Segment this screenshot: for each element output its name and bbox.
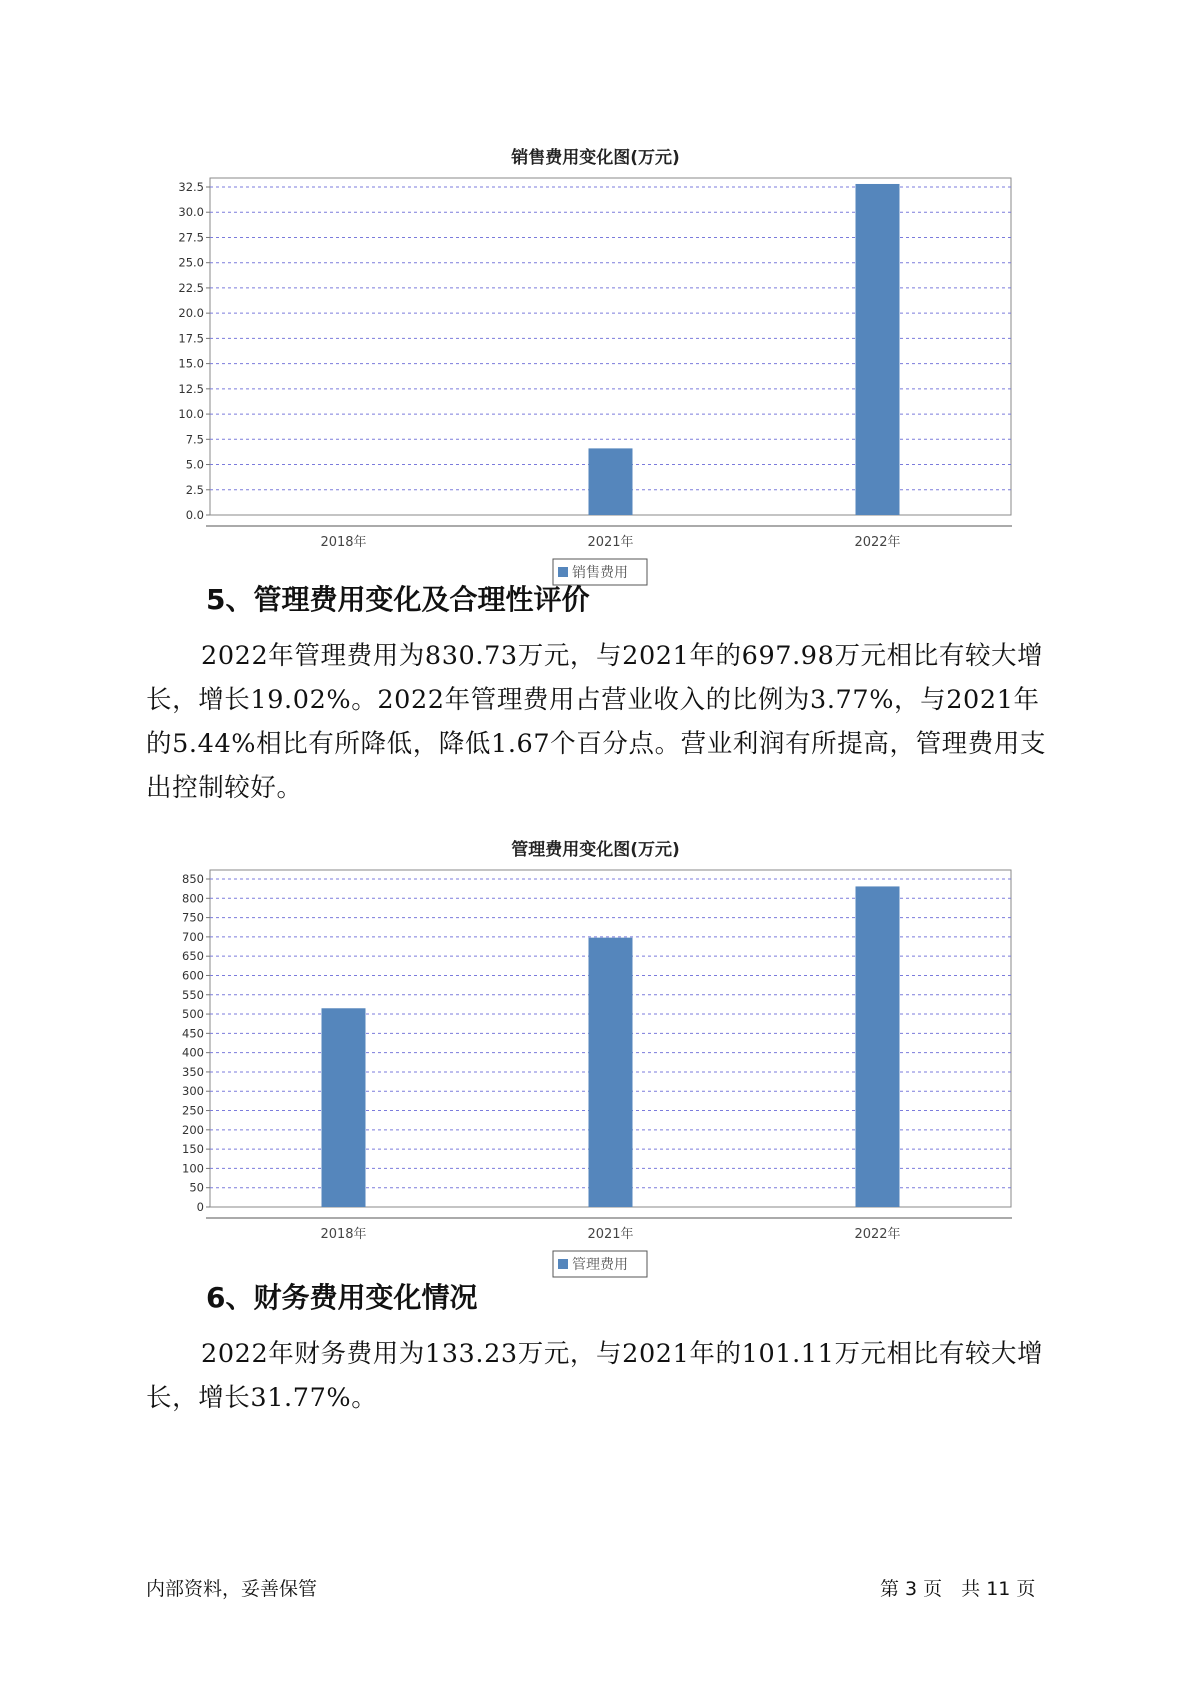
x-tick-label: 2021年 bbox=[587, 535, 634, 550]
y-tick-label: 500 bbox=[182, 1007, 204, 1022]
y-tick-label: 50 bbox=[189, 1180, 204, 1195]
legend-swatch bbox=[558, 1259, 568, 1269]
y-tick-label: 32.5 bbox=[178, 180, 204, 194]
footer-page-number: 第 3 页 共 11 页 bbox=[880, 1578, 1036, 1600]
bar-2021年 bbox=[589, 938, 633, 1207]
x-tick-label: 2018年 bbox=[320, 535, 367, 550]
y-tick-label: 30.0 bbox=[178, 205, 204, 220]
legend-swatch bbox=[558, 567, 568, 577]
sales-expense-chart bbox=[0, 170, 1191, 610]
y-tick-label: 25.0 bbox=[178, 255, 204, 270]
x-tick-label: 2018年 bbox=[320, 1227, 367, 1242]
footer-confidential-note: 内部资料，妥善保管 bbox=[146, 1578, 318, 1600]
y-tick-label: 550 bbox=[182, 987, 204, 1002]
section-heading-5: 5、管理费用变化及合理性评价 bbox=[206, 583, 590, 616]
y-tick-label: 600 bbox=[182, 968, 204, 983]
section-paragraph-5: 2022年管理费用为830.73万元，与2021年的697.98万元相比有较大增长，增长19.02%。2022年管理费用占营业收入的比例为3.77%，与2021年的5.44%相比有所降低，降低1.67个百分点。营业利润有所提高，管理费用支出控制较好。 bbox=[146, 641, 1047, 803]
y-tick-label: 300 bbox=[182, 1084, 204, 1099]
y-tick-label: 400 bbox=[182, 1045, 204, 1060]
section-paragraph-6: 2022年财务费用为133.23万元，与2021年的101.11万元相比有较大增长，增长31.77%。 bbox=[146, 1339, 1044, 1413]
y-tick-label: 20.0 bbox=[178, 306, 204, 321]
x-tick-label: 2021年 bbox=[587, 1227, 634, 1242]
y-tick-label: 0 bbox=[196, 1200, 204, 1214]
y-tick-label: 850 bbox=[182, 872, 204, 886]
chart-title-admin: 管理费用变化图(万元) bbox=[511, 840, 680, 860]
y-tick-label: 15.0 bbox=[178, 356, 204, 371]
bar-2022年 bbox=[856, 184, 900, 515]
y-tick-label: 10.0 bbox=[178, 407, 204, 422]
y-tick-label: 17.5 bbox=[178, 331, 204, 346]
y-tick-label: 7.5 bbox=[185, 432, 204, 447]
y-tick-label: 200 bbox=[182, 1122, 204, 1137]
x-tick-label: 2022年 bbox=[854, 1227, 901, 1242]
legend-label: 管理费用 bbox=[572, 1257, 628, 1273]
y-tick-label: 800 bbox=[182, 891, 204, 906]
y-tick-label: 5.0 bbox=[185, 457, 204, 472]
y-tick-label: 0.0 bbox=[185, 508, 204, 522]
bar-2022年 bbox=[856, 886, 900, 1207]
y-tick-label: 100 bbox=[182, 1161, 204, 1176]
section-heading-6: 6、财务费用变化情况 bbox=[206, 1281, 478, 1314]
legend-label: 销售费用 bbox=[572, 565, 628, 581]
y-tick-label: 2.5 bbox=[185, 482, 204, 497]
y-tick-label: 700 bbox=[182, 929, 204, 944]
y-tick-label: 250 bbox=[182, 1103, 204, 1118]
bar-2018年 bbox=[322, 1008, 366, 1207]
y-tick-label: 750 bbox=[182, 910, 204, 925]
y-tick-label: 22.5 bbox=[178, 280, 204, 295]
y-tick-label: 150 bbox=[182, 1142, 204, 1157]
y-tick-label: 650 bbox=[182, 949, 204, 964]
y-tick-label: 450 bbox=[182, 1026, 204, 1041]
chart-title-sales: 销售费用变化图(万元) bbox=[511, 148, 680, 168]
x-tick-label: 2022年 bbox=[854, 535, 901, 550]
admin-expense-chart bbox=[0, 862, 1191, 1302]
y-tick-label: 27.5 bbox=[178, 230, 204, 245]
legend bbox=[553, 1251, 647, 1277]
y-tick-label: 12.5 bbox=[178, 381, 204, 396]
bar-2021年 bbox=[589, 448, 633, 515]
y-tick-label: 350 bbox=[182, 1064, 204, 1079]
